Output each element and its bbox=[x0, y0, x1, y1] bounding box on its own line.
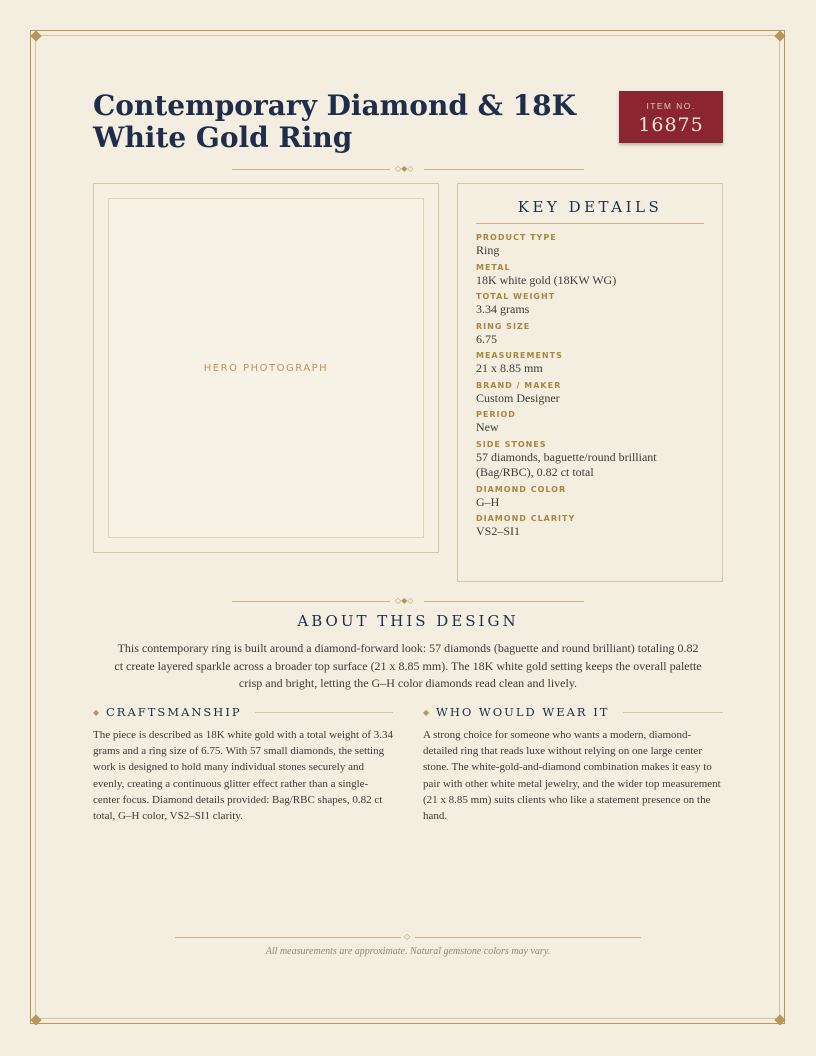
detail-brand-maker bbox=[476, 381, 708, 407]
item-number-label: ITEM NO. bbox=[646, 101, 696, 111]
section-rule bbox=[255, 712, 393, 713]
detail-value: 6.75 bbox=[476, 331, 497, 346]
diamond-ornament-icon: ◇ bbox=[404, 932, 411, 941]
detail-measurements bbox=[476, 351, 708, 377]
hero-photo-frame bbox=[93, 183, 439, 553]
detail-label: METAL bbox=[476, 262, 511, 272]
footer-disclaimer: All measurements are approximate. Natural gemstone colors may vary. bbox=[265, 946, 551, 957]
detail-diamond-color bbox=[476, 485, 708, 511]
detail-value: New bbox=[476, 420, 499, 434]
who-would-wear-section bbox=[423, 705, 723, 824]
key-details-rule bbox=[476, 223, 704, 224]
craftsmanship-section bbox=[93, 705, 393, 824]
item-number: 16875 bbox=[638, 114, 704, 136]
detail-period bbox=[476, 410, 708, 436]
detail-value: 21 x 8.85 mm bbox=[476, 361, 543, 375]
who-would-wear-heading: WHO WOULD WEAR IT bbox=[436, 705, 610, 719]
about-divider bbox=[232, 596, 584, 606]
section-rule bbox=[623, 712, 723, 713]
detail-value: 3.34 grams bbox=[476, 302, 530, 316]
detail-label: TOTAL WEIGHT bbox=[476, 292, 556, 301]
detail-label: SIDE STONES bbox=[476, 439, 547, 449]
detail-label: PRODUCT TYPE bbox=[476, 233, 557, 242]
detail-value: 18K white gold (18KW WG) bbox=[476, 272, 617, 287]
detail-value: Custom Designer bbox=[476, 390, 560, 405]
detail-diamond-clarity bbox=[476, 514, 708, 540]
detail-total-weight bbox=[476, 292, 708, 318]
detail-label: DIAMOND CLARITY bbox=[476, 514, 576, 523]
detail-ring-size bbox=[476, 322, 708, 348]
detail-label: MEASUREMENTS bbox=[476, 351, 563, 360]
key-details-panel bbox=[457, 183, 723, 582]
about-text: This contemporary ring is built around a diamond-forward look: 57 diamonds (baguette and round brilliant) totaling 0.82 ct create layered sparkle across a broader top surface (21 x 8.85 mm). The 18K white gold setting keeps the overall palette crisp and bright, letting the G–H color diamonds read clean and lively. bbox=[114, 641, 702, 690]
craftsmanship-header bbox=[93, 705, 393, 721]
diamond-bullet-icon: ◆ bbox=[423, 708, 430, 717]
page-title: Contemporary Diamond & 18K White Gold Ring bbox=[93, 89, 576, 154]
hero-photo-label: HERO PHOTOGRAPH bbox=[203, 362, 329, 374]
detail-side-stones bbox=[476, 440, 708, 481]
detail-label: RING SIZE bbox=[476, 321, 531, 331]
detail-label: DIAMOND COLOR bbox=[476, 484, 567, 494]
detail-value: VS2–SI1 bbox=[476, 524, 521, 538]
craftsmanship-heading: CRAFTSMANSHIP bbox=[106, 705, 242, 719]
item-number-badge bbox=[619, 91, 723, 143]
craftsmanship-text: The piece is described as 18K white gold with a total weight of 3.34 grams and a ring size of 6.75. With 57 small diamonds, the setting work is designed to hold many individual stones securely and evenly, creating a continuous glitter effect rather than a single-center focus. Diamond details provided: Bag/RBC shapes, 0.82 ct total, G–H color, VS2–SI1 clarity. bbox=[93, 729, 393, 823]
title-divider bbox=[232, 164, 584, 174]
key-details-heading: KEY DETAILS bbox=[517, 198, 663, 216]
diamond-ornament-icon: ◇◆◇ bbox=[395, 596, 414, 605]
key-details-list bbox=[476, 233, 708, 544]
detail-label: BRAND / MAKER bbox=[476, 380, 562, 390]
detail-value: 57 diamonds, baguette/round brilliant (Bag/RBC), 0.82 ct total bbox=[476, 449, 657, 479]
diamond-ornament-icon: ◇◆◇ bbox=[395, 164, 414, 173]
who-would-wear-header bbox=[423, 705, 723, 721]
detail-product-type bbox=[476, 233, 708, 259]
diamond-bullet-icon: ◆ bbox=[93, 708, 100, 717]
detail-value: Ring bbox=[476, 243, 500, 257]
detail-label: PERIOD bbox=[476, 410, 516, 419]
detail-value: G–H bbox=[476, 494, 500, 509]
about-heading: ABOUT THIS DESIGN bbox=[297, 612, 519, 630]
detail-metal bbox=[476, 263, 708, 289]
hero-photo-placeholder bbox=[108, 198, 424, 538]
who-would-wear-text: A strong choice for someone who wants a modern, diamond-detailed ring that reads luxe without relying on one large center stone. The white-gold-and-diamond combination makes it easy to pair with other white metal jewelry, and the wider top measurement (21 x 8.85 mm) suits clients who like a statement presence on the hand. bbox=[423, 729, 721, 823]
footer-divider bbox=[175, 932, 641, 942]
